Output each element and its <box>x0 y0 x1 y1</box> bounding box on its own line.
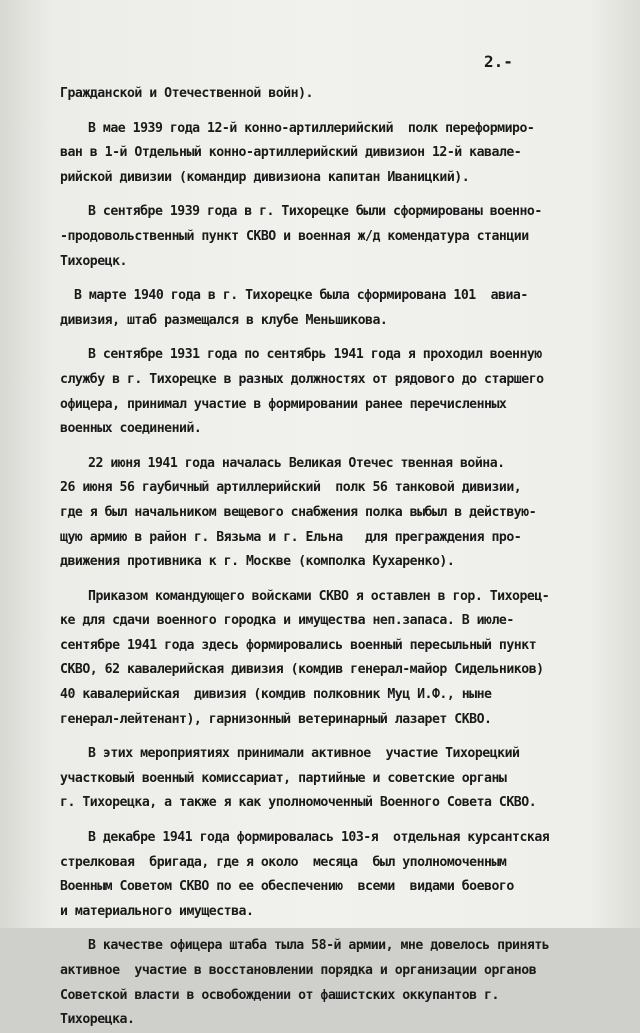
text-line: г. Тихорецка, а также я как уполномоченный Военного Совета СКВО. <box>60 795 537 811</box>
text-line: службу в г. Тихорецке в разных должностях от рядового до старшего <box>60 371 544 387</box>
text-line: дивизия, штаб размещался в клубе Меньшикова. <box>60 312 388 328</box>
text-line: Советской власти в освобождении от фашистских оккупантов г. <box>60 987 499 1003</box>
text-line: активное участие в восстановлении порядка и организации органов <box>60 963 537 978</box>
text-line: стрелковая бригада, где я около месяца был уполномоченным <box>60 854 507 870</box>
paragraph <box>60 585 640 733</box>
text-line: В марте 1940 года в г. Тихорецке была сформирована 101 авиа- <box>74 288 528 304</box>
text-line: Гражданской и Отечественной войн). <box>60 86 313 101</box>
text-line: Тихорецк. <box>60 253 127 269</box>
text-line: 26 июня 56 гаубичный артиллерийский полк 56 танковой дивизии, <box>60 480 522 496</box>
text-line: щую армию в район г. Вязьма и г. Ельна для преграждения про- <box>60 529 522 545</box>
document-body <box>60 82 640 1033</box>
paragraph <box>60 742 640 816</box>
text-line: генерал-лейтенант), гарнизонный ветеринарный лазарет СКВО. <box>60 711 492 727</box>
text-line: и материального имущества. <box>60 903 254 919</box>
text-line: офицера, принимал участие в формировании ранее перечисленных <box>60 396 507 412</box>
paragraph <box>60 82 640 107</box>
text-line: В сентябре 1931 года по сентябрь 1941 года я проходил военную <box>88 347 542 363</box>
text-line: сентябре 1941 года здесь формировались военный пересыльный пункт <box>60 637 537 653</box>
text-line: 40 кавалерийская дивизия (комдив полковник Муц И.Ф., ныне <box>60 687 492 703</box>
text-line: В декабре 1941 года формировалась 103-я отдельная курсантская <box>88 830 550 846</box>
text-line: 22 июня 1941 года началась Великая Отечес твенная война. <box>88 455 505 471</box>
paragraph <box>60 826 640 924</box>
text-line: В мае 1939 года 12-й конно-артиллерийский полк переформиро- <box>88 120 535 136</box>
text-line: -продовольственный пункт СКВО и военная ж/д комендатура станции <box>60 228 529 244</box>
text-line: Военным Советом СКВО по ее обеспечению всеми видами боевого <box>60 879 514 895</box>
text-line: СКВО, 62 кавалерийская дивизия (комдив генерал-майор Сидельников) <box>60 662 544 678</box>
text-line: В этих мероприятиях принимали активное участие Тихорецкий <box>88 746 520 762</box>
text-line: ке для сдачи военного городка и имущества неп.запаса. В июле- <box>60 613 514 629</box>
paragraph <box>60 117 640 191</box>
paragraph <box>60 284 640 333</box>
page-number: 2.- <box>484 52 513 71</box>
paragraph <box>60 934 640 1032</box>
text-line: В сентябре 1939 года в г. Тихорецке были сформированы военно- <box>88 204 542 220</box>
text-line: Тихорецка. <box>60 1012 135 1028</box>
paragraph <box>60 200 640 274</box>
text-line: ван в 1-й Отдельный конно-артиллерийский дивизион 12-й кавале- <box>60 145 522 161</box>
text-line: В качестве офицера штаба тыла 58-й армии, мне довелось принять <box>88 938 550 954</box>
text-line: движения противника к г. Москве (комполка Кухаренко). <box>60 554 455 570</box>
text-line: рийской дивизии (командир дивизиона капитан Иваницкий). <box>60 169 470 185</box>
paragraph <box>60 452 640 575</box>
text-line: военных соединений. <box>60 421 202 437</box>
text-line: участковый военный комиссариат, партийные и советские органы <box>60 770 507 786</box>
text-line: Приказом командующего войсками СКВО я оставлен в гор. Тихорец- <box>88 588 550 604</box>
paragraph <box>60 343 640 441</box>
text-line: где я был начальником вещевого снабжения полка выбыл в действую- <box>60 504 537 520</box>
